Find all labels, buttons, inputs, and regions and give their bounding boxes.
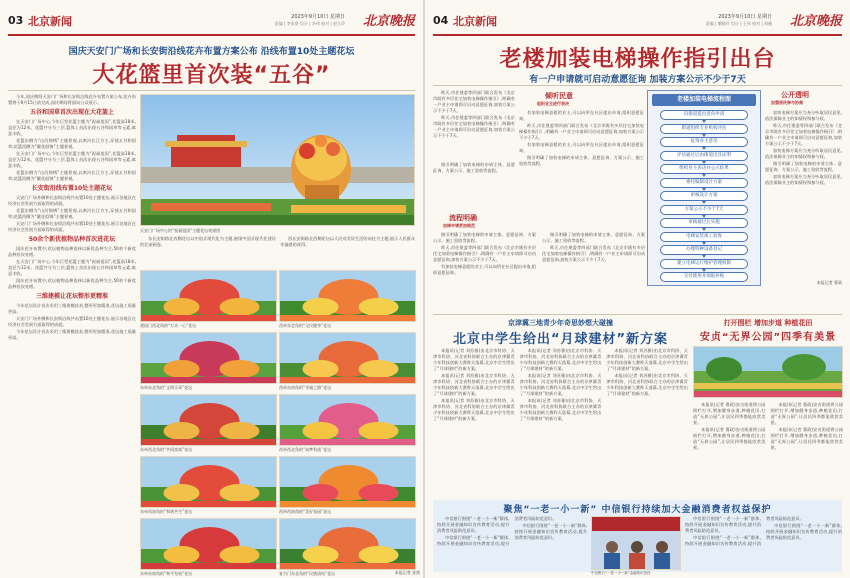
flowerbed-illustration: [141, 395, 277, 446]
flowchart-step: 电梯安装竣工验收: [660, 232, 748, 242]
flowchart-step: 交付使用并领取补贴: [660, 272, 748, 282]
article-text-mid-right: [280, 236, 415, 266]
flowerbed-photo: [140, 456, 277, 508]
flowchart-arrow: [702, 174, 706, 177]
main-subhead: 有一户申请就可启动意愿征询 加装方案公示不少于7天: [529, 75, 746, 85]
body-paragraph: 指引明确了加装电梯的申请主体、意愿征询、方案公示、施工验收等流程。: [433, 232, 536, 243]
flowerbed-caption: 东单西北角的“共同富裕”花坛: [140, 447, 193, 452]
body-paragraph: 国庆花卉布置中,花坛植物品种选择以新优品种为主,50余个新优品种首次亮相。: [8, 246, 136, 257]
box3-text: [765, 110, 842, 280]
main-photo-flower-basket: [140, 94, 415, 226]
story-headline: 北京中学生给出“月球建材”新方案: [452, 332, 669, 347]
body-paragraph: 中信银行围绕“一老一小一新”群体,持续开展金融知识宣传教育活动,提升消费者风险防范意识。: [437, 516, 510, 533]
subheading: 三维建模让花坛整形更精准: [35, 293, 108, 300]
flowerbed-photo: [140, 332, 277, 384]
flowerbed-illustration: [141, 333, 277, 384]
story4-text: [437, 516, 587, 570]
flowchart-step: 建立电梯运行维护管理机制: [660, 259, 748, 269]
body-paragraph: 天安门广场外侧和长安街沿线共布置10处主题花坛,展示各地区在经济社会发展方面取得的成就。: [8, 221, 136, 232]
flowerbed-caption: 西单东南角的“幸福之路”花坛: [279, 385, 332, 390]
body-paragraph: 本报讯(记者 刘苏雅)由北京市科协、天津市科协、河北省科协联合主办的京津冀青少年科技创新大赛昨天落幕,北京中学生给出了“月球建材”的新方案。: [519, 348, 602, 371]
flowerbed-caption: 复兴门东北角的“民族团结”花坛: [279, 571, 336, 576]
body-paragraph: 国庆花卉布置中,花坛植物品种选择以新优品种为主,50余个新优品种首次亮相。: [8, 278, 136, 289]
newspaper-logo: 北京晚报: [789, 14, 842, 29]
subheading: 五谷和国草首次出现在大花篮上: [29, 109, 114, 116]
main-headline: 大花篮里首次装“五谷”: [92, 63, 331, 88]
body-paragraph: 今年花坛设计首次采用三维建模技术,整形更加精准,花坛施工质量更高。: [8, 303, 136, 314]
flowerbed-illustration: [280, 333, 416, 384]
flowerbed-illustration: [280, 519, 416, 570]
body-paragraph: 指引明确了加装电梯的申请主体、意愿征询、方案公示、施工验收等流程。: [433, 162, 515, 173]
newspaper-page-04: [425, 0, 850, 578]
section-title: 北京新闻: [28, 15, 72, 28]
flowerbed-illustration: [280, 271, 416, 322]
body-paragraph: 本报讯(记者 刘苏雅)由北京市科协、天津市科协、河北省科协联合主办的京津冀青少年科技创新大赛昨天落幕,北京中学生给出了“月球建材”的新方案。: [433, 398, 515, 421]
box2-text: [433, 232, 645, 312]
body-paragraph: 本报讯(记者 刘苏雅)由北京市科协、天津市科协、河北省科协联合主办的京津冀青少年科技创新大赛昨天落幕,北京中学生给出了“月球建材”的新方案。: [606, 348, 688, 371]
flowerbed-illustration: [141, 457, 277, 508]
flowchart-step: 办理特种设备登记: [660, 245, 748, 255]
lead-paragraph: 昨天,市住建委等四部门联合发布《北京市既有多层住宅加装电梯操作指引》,明确有一户业主申请即可启动意愿征询,加装方案公示不少于7天。: [433, 115, 515, 138]
park-illustration: [694, 347, 843, 398]
flowchart-step: 评估通过后由街道出具证明: [660, 151, 748, 161]
flowchart-arrow: [702, 201, 706, 204]
box-subtitle: 加梯申请更加规范: [443, 223, 475, 228]
body-paragraph: 本报讯(记者 刘苏雅)由北京市科协、天津市科协、河北省科协联合主办的京津冀青少年科技创新大赛昨天落幕,北京中学生给出了“月球建材”的新方案。: [606, 373, 688, 396]
flowerbed-illustration: [141, 519, 277, 570]
body-paragraph: 中信银行围绕“一老一小一新”群体,持续开展金融知识宣传教育活动,提升消费者风险防范意识。: [685, 516, 761, 533]
body-paragraph: 中信银行围绕“一老一小一新”群体,持续开展金融知识宣传教育活动,提升消费者风险防范意识。: [685, 516, 804, 546]
body-paragraph: 本报讯(记者 刘苏雅)由北京市科协、天津市科协、河北省科协联合主办的京津冀青少年科技创新大赛昨天落幕,北京中学生给出了“月球建材”的新方案。: [519, 398, 602, 421]
article-column-left: [8, 94, 136, 572]
body-paragraph: 昨天,市住建委等四部门联合发布《北京市既有多层住宅加装电梯操作指引》,明确有一户业主申请即可启动意愿征询,加装方案公示不少于7天。: [433, 245, 536, 262]
story-headline: 安贞“无界公园”四季有美景: [699, 332, 837, 343]
box1-text: [519, 110, 644, 200]
body-paragraph: 有加装电梯意愿的业主,可以向所在社区提出申请,组织意愿征询。: [433, 264, 536, 275]
divider: [433, 314, 842, 315]
body-paragraph: 本报讯(记者 刘苏雅)由北京市科协、天津市科协、河北省科协联合主办的京津冀青少年科技创新大赛昨天落幕,北京中学生给出了“月球建材”的新方案。: [433, 348, 515, 371]
body-paragraph: 今年花坛设计首次采用三维建模技术,整形更加精准,花坛施工质量更高。: [8, 329, 136, 340]
newspaper-page-03: [0, 0, 423, 578]
body-paragraph: 加装电梯方案应当充分听取居民意见,依法保障业主的知情权和参与权。: [765, 148, 842, 159]
body-paragraph: 本报讯(记者 曹政)安贞街道将公园围栏打开,增加健身步道,种植花田,打造“无界公园”,让居民四季都能欣赏美景。: [693, 402, 766, 425]
flowchart-step: 审核通过后实施: [660, 218, 748, 228]
story2-text: [433, 348, 688, 498]
body-paragraph: 中信银行围绕“一老一小一新”群体,持续开展金融知识宣传教育活动,提升消费者风险防范意识。: [514, 523, 587, 540]
main-headline: 老楼加装电梯操作指引出台: [499, 47, 776, 72]
body-paragraph: 本报讯(记者 曹政)安贞街道将公园围栏打开,增加健身步道,种植花田,打造“无界公园”,让居民四季都能欣赏美景。: [770, 402, 843, 425]
flowchart-step: 方案公示不少于7天: [660, 205, 748, 215]
story-kicker: 打开围栏 增加步道 种植花田: [723, 319, 813, 327]
flowerbed-illustration: [280, 395, 416, 446]
body-paragraph: 昨天,市住建委等四部门联合发布《北京市既有多层住宅加装电梯操作指引》,明确有一户业主申请即可启动意愿征询,加装方案公示不少于7天。: [765, 123, 842, 146]
body-paragraph: 本报讯(记者 刘苏雅)由北京市科协、天津市科协、河北省科协联合主办的京津冀青少年科技创新大赛昨天落幕,北京中学生给出了“月球建材”的新方案。: [519, 373, 602, 396]
flowchart-step: 向街道提出意向申请: [660, 110, 748, 120]
story-kicker: 京津冀三地青少年奇思妙想大碰撞: [508, 319, 613, 327]
flowerbed-illustration: [280, 457, 416, 508]
flowchart-arrow: [702, 255, 706, 258]
body-paragraph: 中信银行围绕“一老一小一新”群体,持续开展金融知识宣传教育活动,提升消费者风险防范意识。: [766, 523, 842, 540]
body-paragraph: 中信银行围绕“一老一小一新”群体,持续开展金融知识宣传教育活动,提升消费者风险防范意识。: [437, 516, 557, 546]
box-title: 公开透明: [781, 91, 809, 99]
date-line: 2023年9月10日 星期日: [718, 14, 772, 20]
flowerbed-caption: 东单西南角的“和谐共生”花坛: [140, 509, 193, 514]
body-paragraph: 本报讯(记者 曹政)安贞街道将公园围栏打开,增加健身步道,种植花田,打造“无界公园”,让居民四季都能欣赏美景。: [770, 427, 843, 450]
bank-event-photo: [591, 516, 681, 570]
divider: [8, 90, 415, 91]
park-photo: [693, 346, 843, 398]
body-paragraph: 昨天,市住建委等四部门联合发布《北京市既有多层住宅加装电梯操作指引》,明确有一户业主申请即可启动意愿征询,加装方案公示不少于7天。: [542, 245, 645, 262]
story3-text: [693, 402, 843, 498]
flowerbed-photo: [140, 518, 277, 570]
reporter-credit: 本报记者 曹政: [816, 280, 842, 285]
body-paragraph: 有加装电梯意愿的业主,可以向所在社区提出申请,组织意愿征询。: [519, 142, 644, 153]
box-title: 倾听民意: [545, 92, 573, 100]
body-paragraph: 指引明确了加装电梯的申请主体、意愿征询、方案公示、施工验收等流程。: [519, 155, 644, 166]
flowchart-arrow: [702, 120, 706, 123]
page-header: [8, 10, 415, 36]
flowchart-arrow: [702, 228, 706, 231]
event-illustration: [592, 517, 681, 570]
flowchart-step: 审核设计方案: [660, 191, 748, 201]
story4-text-right: [685, 516, 842, 570]
subheading: 50余个新优植物品种首次进花坛: [28, 236, 116, 243]
body-paragraph: 有加装电梯意愿的业主,可以向所在社区提出申请,组织意愿征询。: [519, 110, 644, 121]
flowerbed-caption: 西单西北角的“筑梦科技”花坛: [279, 447, 332, 452]
article-text-mid: [140, 236, 276, 266]
reporter-credit: 本报记者 张茜: [394, 570, 420, 575]
body-paragraph: 本报讯(记者 曹政)安贞街道将公园围栏打开,增加健身步道,种植花田,打造“无界公园”,让居民四季都能欣赏美景。: [693, 427, 766, 450]
page-number: 04: [433, 14, 449, 27]
headline-kicker: 国庆天安门广场和长安街沿线花卉布置方案公布 沿线布置10处主题花坛: [68, 47, 355, 57]
flowerbed-photo: [279, 270, 416, 322]
photo-caption: 中信银行“一老一小一新”金融知识宣传: [591, 571, 651, 575]
lead-paragraph: 昨天,市住建委等四部门联合发布《北京市既有多层住宅加装电梯操作指引》,明确有一户业主申请即可启动意愿征询,加装方案公示不少于7天。: [433, 90, 515, 113]
body-paragraph: 本报讯(记者 刘苏雅)由北京市科协、天津市科协、河北省科协联合主办的京津冀青少年科技创新大赛昨天落幕,北京中学生给出了“月球建材”的新方案。: [433, 373, 515, 396]
flowerbed-caption: 东单东北角的“文明乐章”花坛: [140, 385, 193, 390]
body-paragraph: 在天安门广场中心,今年巨型花篮主题为“祝福祖国”,花篮高18米,直径为12米。花篮共分为三层,篮体上首次出现五谷和国草等元素,寓意丰收。: [8, 119, 136, 136]
body-paragraph: 花篮东侧为“山河锦绣”主题景观,以黄河长江为主,穿插五谷和国草;花篮西侧为“繁花似锦”主题景观。: [8, 208, 136, 219]
flowchart-step: 征询业主意见: [660, 137, 748, 147]
body-paragraph: 指引明确了加装电梯的申请主体、意愿征询、方案公示、施工验收等流程。: [542, 232, 645, 243]
flowerbed-caption: 建国门西北角的“万众一心”花坛: [140, 323, 197, 328]
subheading: 长安街沿线布置10处主题花坛: [31, 185, 113, 192]
body-paragraph: 东长安街路北西侧花坛以中国式现代化为主题,展现中国式现代化建设的壮丽画卷。: [140, 236, 276, 247]
body-paragraph: 花篮东侧为“山河锦绣”主题景观,以黄河长江为主,穿插五谷和国草;花篮西侧为“繁花似锦”主题景观。: [8, 170, 136, 181]
body-paragraph: 天安门广场外侧和长安街沿线共布置10处主题花坛,展示各地区在经济社会发展方面取得的成就。: [8, 195, 136, 206]
box-subtitle: 组织业主进行表决: [537, 101, 569, 106]
divider: [433, 85, 842, 86]
lead-paragraph: 今年,国庆期间天安门广场和长安街沿线花卉布置方案公布,花卉布置将于9月15日前完成,国庆期间将面向公众展示。: [8, 94, 136, 105]
section-title: 北京新闻: [453, 15, 497, 28]
page-number: 03: [8, 14, 24, 27]
lead-column-continued: [433, 162, 515, 207]
flowerbed-caption: 西单西南角的“美好家园”花坛: [279, 509, 332, 514]
flowchart-step: 委托编制设计方案: [660, 178, 748, 188]
flowerbed-photo: [140, 394, 277, 446]
flowchart-title: 老楼加装电梯流程图: [652, 94, 756, 106]
flowerbed-photo: [140, 270, 277, 322]
body-paragraph: 西长安街路北西侧花坛以人民对美好生活的向往为主题,展示人民群众幸福感的获得。: [280, 236, 415, 247]
flowerbed-photo: [279, 456, 416, 508]
box-title: 流程明确: [449, 214, 477, 222]
newspaper-logo: 北京晚报: [362, 14, 415, 29]
photo-caption: 天安门广场中心的“祝福祖国”主题花坛效果图: [140, 228, 221, 233]
body-paragraph: 加装电梯方案应当充分听取居民意见,依法保障业主的知情权和参与权。: [765, 174, 842, 185]
editor-credits: 责编 | 李家豪 设计 | 李伟 校对 | 赵久玲: [274, 21, 345, 26]
editor-credits: 责编 | 谢晓玲 设计 | 王伟 校对 | 胡薇: [705, 21, 772, 26]
flowerbed-illustration: [141, 271, 277, 322]
story-headline: 聚焦“一老一小一新” 中信银行持续加大金融消费者权益保护: [503, 505, 772, 515]
body-paragraph: 昨天,市住建委等四部门联合发布《北京市既有多层住宅加装电梯操作指引》,明确有一户业主申请即可启动意愿征询,加装方案公示不少于7天。: [519, 123, 644, 140]
flowerbed-photo: [279, 332, 416, 384]
flowerbed-photo: [279, 394, 416, 446]
flowchart-step: 组织业主表决并公示结果: [660, 164, 748, 174]
body-paragraph: 花篮东侧为“山河锦绣”主题景观,以黄河长江为主,穿插五谷和国草;花篮西侧为“繁花似锦”主题景观。: [8, 138, 136, 149]
body-paragraph: 指引明确了加装电梯的申请主体、意愿征询、方案公示、施工验收等流程。: [765, 161, 842, 172]
flowchart-step: 街道组织专业机构评估: [660, 124, 748, 134]
flowerbed-caption: 西单东北角的“全民健身”花坛: [279, 323, 332, 328]
body-paragraph: 天安门广场外侧和长安街沿线共布置10处主题花坛,展示各地区在经济社会发展方面取得的成就。: [8, 316, 136, 327]
box-subtitle: 加强居民参与协商: [771, 100, 803, 105]
flowchart-arrow: [702, 147, 706, 150]
page-header: [433, 10, 842, 36]
elevator-flowchart: [647, 90, 761, 286]
lead-column: [433, 90, 515, 160]
flower-basket-illustration: [141, 95, 415, 226]
flowerbed-photo: [279, 518, 416, 570]
date-line: 2023年9月10日 星期日: [291, 14, 345, 20]
body-paragraph: 在天安门广场中心,今年巨型花篮主题为“祝福祖国”,花篮高18米,直径为12米。花篮共分为三层,篮体上首次出现五谷和国草等元素,寓意丰收。: [8, 151, 136, 168]
body-paragraph: 在天安门广场中心,今年巨型花篮主题为“祝福祖国”,花篮高18米,直径为12米。花篮共分为三层,篮体上首次出现五谷和国草等元素,寓意丰收。: [8, 259, 136, 276]
flowerbed-caption: 东单东南角的“和平发展”花坛: [140, 571, 193, 576]
body-paragraph: 加装电梯方案应当充分听取居民意见,依法保障业主的知情权和参与权。: [765, 110, 842, 121]
